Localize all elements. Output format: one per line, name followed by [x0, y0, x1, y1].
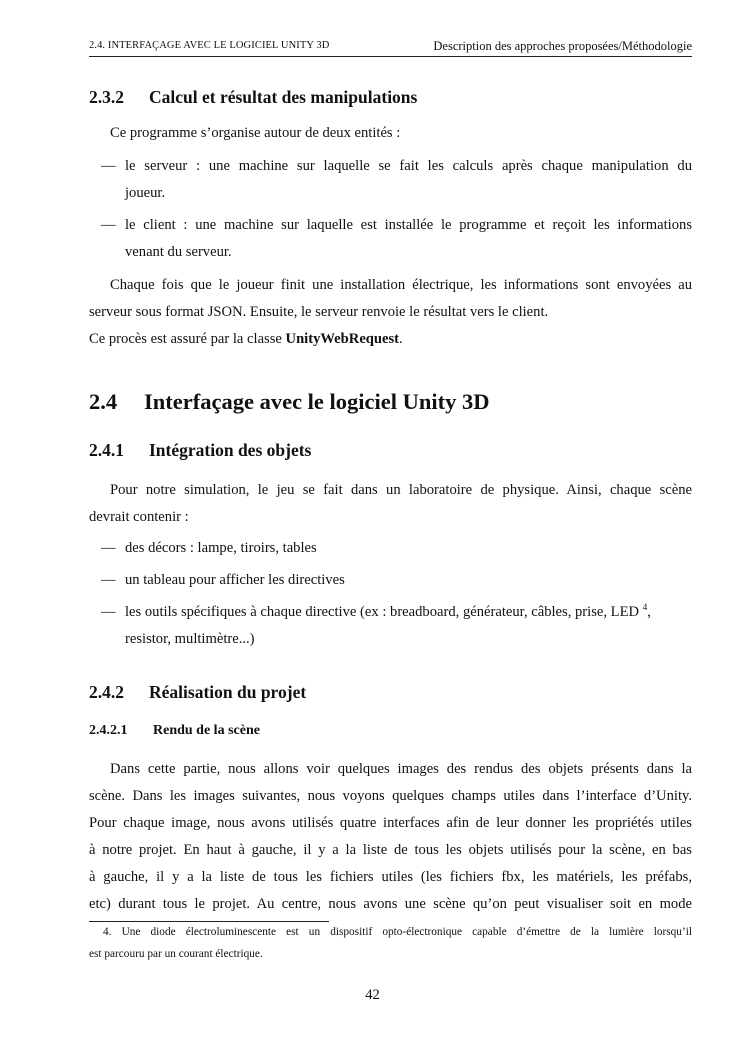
paragraph-render-line1: Dans cette partie, nous allons voir quelques images des rendus des objets présents dans la — [110, 761, 692, 777]
list-dash: — — [101, 217, 116, 233]
subsection-number: 2.4.2 — [89, 682, 124, 702]
list-dash: — — [101, 604, 116, 620]
text-run: . — [399, 331, 403, 347]
list-dash: — — [101, 572, 116, 588]
footnote-marker: 4 — [642, 602, 648, 612]
section-number: 2.4 — [89, 389, 118, 414]
footnote-line1 — [103, 926, 692, 938]
text-run: les outils spécifiques à chaque directive (ex : breadboard, générateur, câbles, prise, LED — [125, 604, 640, 620]
paragraph-render-line3: Pour chaque image, nous avons utilisés quatre interfaces afin de leur donner les propriétés utiles — [89, 815, 692, 831]
page-number: 42 — [365, 987, 380, 1003]
text-run: Ce procès est assuré par la classe — [89, 331, 286, 347]
paragraph-json-line2: serveur sous format JSON. Ensuite, le serveur renvoie le résultat vers le client. — [89, 304, 549, 320]
footnote-text: Une diode électroluminescente est un dispositif opto-électronique capable d’émettre de la lumière lorsqu’il — [121, 926, 692, 938]
footnote-line2: est parcouru par un courant électrique. — [89, 948, 263, 960]
subsubsection-title: Rendu de la scène — [153, 723, 260, 738]
paragraph-json-line1: Chaque fois que le joueur finit une installation électrique, les informations sont envoyées au — [110, 277, 692, 293]
paragraph-render-line2: scène. Dans les images suivantes, nous voyons quelques champs utiles dans l’interface d’Unity. — [89, 788, 692, 804]
footnote-rule — [89, 921, 329, 922]
subsubsection-number: 2.4.2.1 — [89, 723, 128, 738]
paragraph-render-line5: à gauche, il y a la liste de tous les fichiers utiles (les fichiers fbx, les matériels, les préfabs, — [89, 869, 692, 885]
section-title: Interfaçage avec le logiciel Unity 3D — [144, 389, 490, 414]
paragraph-lab-line1: Pour notre simulation, le jeu se fait dans un laboratoire de physique. Ainsi, chaque scène — [110, 482, 692, 498]
list-item-client-line1: le client : une machine sur laquelle est installée le programme et reçoit les informations — [125, 217, 692, 233]
paragraph-intro: Ce programme s’organise autour de deux entités : — [110, 125, 401, 141]
subsection-heading-2-3-2 — [89, 87, 417, 108]
list-item-tools-line2: resistor, multimètre...) — [125, 631, 255, 647]
subsection-number: 2.4.1 — [89, 440, 124, 460]
list-dash: — — [101, 158, 116, 174]
subsection-title: Réalisation du projet — [149, 682, 307, 702]
list-item-board: un tableau pour afficher les directives — [125, 572, 345, 588]
list-item-server-line1: le serveur : une machine sur laquelle se fait les calculs après chaque manipulation du — [125, 158, 692, 174]
list-dash: — — [101, 540, 116, 556]
running-header — [89, 38, 692, 57]
list-item-client-line2: venant du serveur. — [125, 244, 232, 260]
subsection-title: Intégration des objets — [149, 440, 312, 460]
paragraph-render-line4: à notre projet. En haut à gauche, il y a la liste de tous les objets utilisés pour la scène, en bas — [89, 842, 692, 858]
subsection-heading-2-4-1 — [89, 440, 311, 461]
list-item-server-line2: joueur. — [125, 185, 166, 201]
class-name: UnityWebRequest — [285, 331, 400, 347]
running-header-chapter: Description des approches proposées/Méthodologie — [433, 39, 692, 53]
subsection-heading-2-4-2 — [89, 682, 306, 703]
paragraph-class-line — [89, 331, 403, 348]
subsection-number: 2.3.2 — [89, 87, 124, 107]
text-run: , — [647, 604, 651, 620]
running-header-section: 2.4. INTERFAÇAGE AVEC LE LOGICIEL UNITY 3D — [89, 40, 330, 51]
section-heading-2-4 — [89, 389, 490, 415]
paragraph-render-line6: etc) durant tous le projet. Au centre, nous avons une scène qu’on peut visualiser soit en mode — [89, 896, 692, 912]
subsubsection-heading-2-4-2-1 — [89, 723, 260, 739]
list-item-decor: des décors : lampe, tiroirs, tables — [125, 540, 317, 556]
paragraph-lab-line2: devrait contenir : — [89, 509, 189, 525]
subsection-title: Calcul et résultat des manipulations — [149, 87, 418, 107]
list-item-tools-line1 — [125, 604, 651, 621]
footnote-mark: 4. — [103, 926, 112, 938]
